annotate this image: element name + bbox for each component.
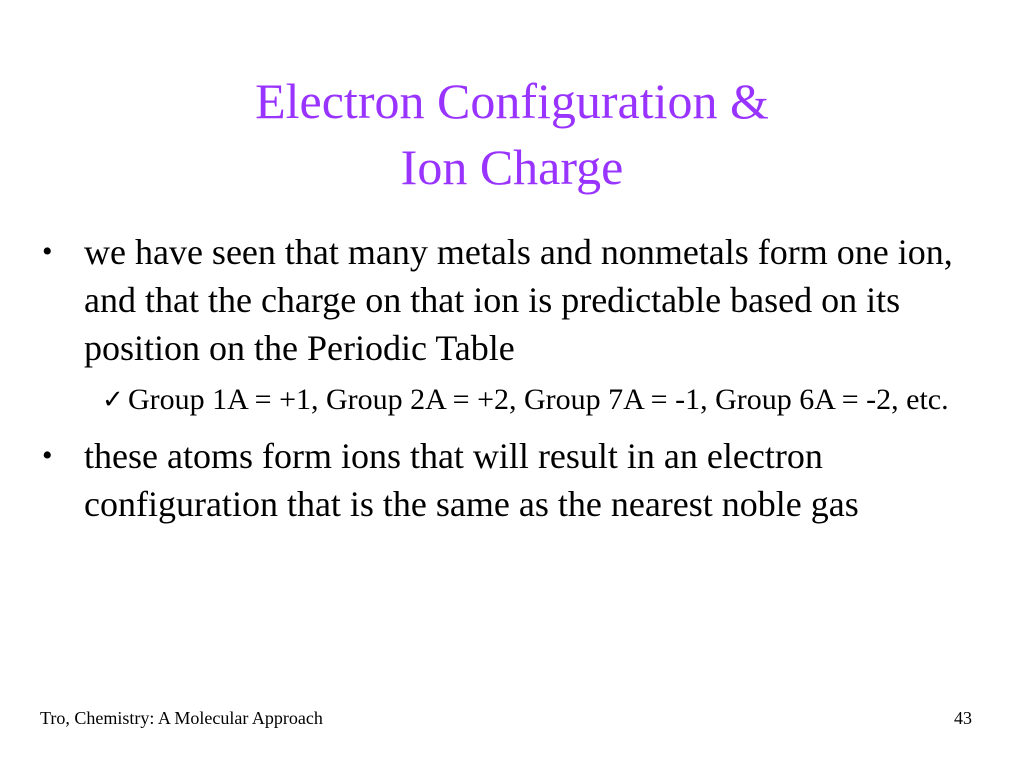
bullet-text: these atoms form ions that will result in an electron configuration that is the same as the nearest noble gas: [84, 436, 859, 524]
bullet-icon: •: [42, 439, 53, 472]
slide-content: [40, 228, 990, 528]
bullet-icon: •: [42, 235, 53, 268]
bullet-text: we have seen that many metals and nonmetals form one ion, and that the charge on that ion is predictable based on its position on the Periodic Table: [84, 232, 953, 368]
sub-bullet-item: [40, 380, 990, 420]
checkmark-icon: ✓: [102, 385, 124, 414]
title-line-2: Ion Charge: [400, 139, 624, 195]
bullet-item: [40, 228, 990, 372]
bullet-item: [40, 432, 990, 528]
sub-bullet-text: Group 1A = +1, Group 2A = +2, Group 7A = -1, Group 6A = -2, etc.: [128, 383, 949, 416]
slide-title: [0, 68, 1024, 200]
page-number: 43: [954, 708, 972, 728]
title-line-1: Electron Configuration &: [255, 73, 769, 129]
footer-source: Tro, Chemistry: A Molecular Approach: [40, 708, 323, 728]
